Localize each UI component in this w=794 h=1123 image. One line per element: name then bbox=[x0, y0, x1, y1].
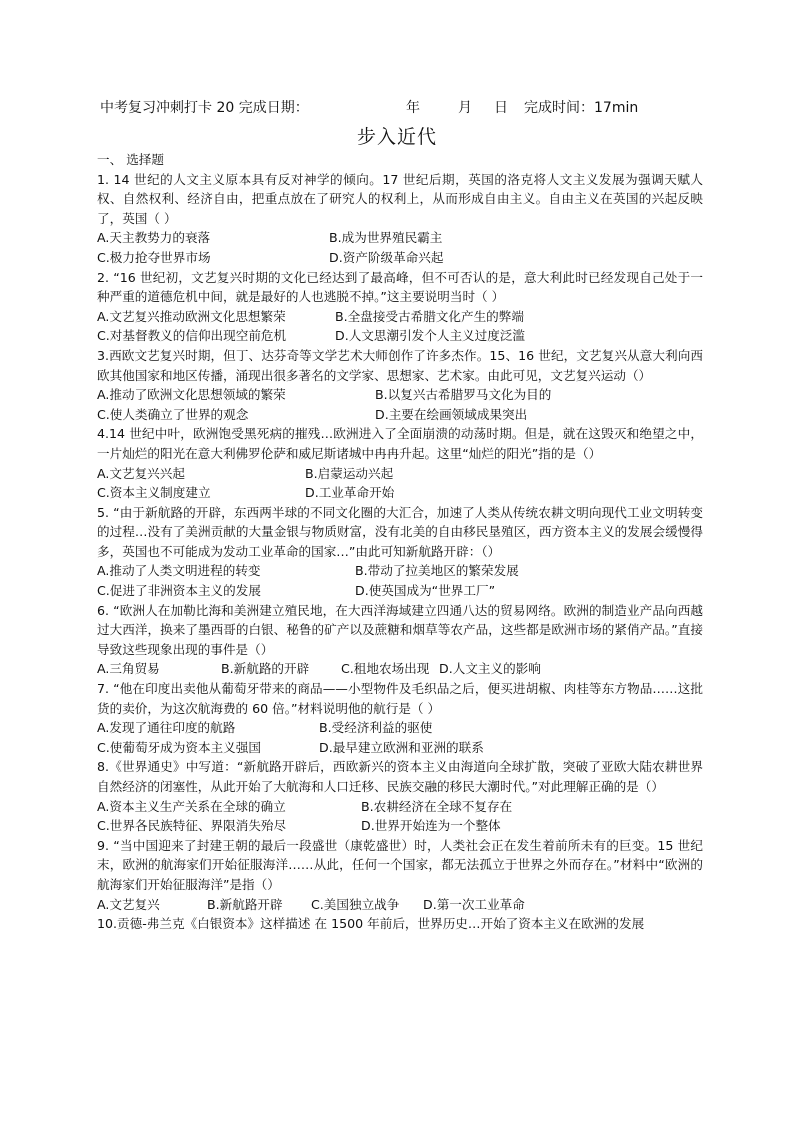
question-7-options-row-1 bbox=[97, 718, 703, 738]
option-d: D.人文主义的影响 bbox=[439, 661, 541, 677]
option-b: B.全盘接受古希腊文化产生的弊端 bbox=[335, 308, 524, 324]
option-c: C.资本主义制度建立 bbox=[97, 485, 211, 501]
option-a: A.文艺复兴 bbox=[97, 896, 160, 912]
question-1-options-row-1 bbox=[97, 228, 703, 248]
question-1-options-row-2 bbox=[97, 248, 703, 268]
option-b: B.带动了拉美地区的繁荣发展 bbox=[355, 563, 519, 579]
option-d: D.资产阶级革命兴起 bbox=[329, 249, 444, 265]
question-10-text: 10.贡德-弗兰克《白银资本》这样描述 在 1500 年前后，世界历史…开始了资本主义在欧洲的发展 bbox=[97, 916, 645, 932]
question-7-options-row-2 bbox=[97, 738, 703, 758]
option-b: B.成为世界殖民霸主 bbox=[329, 230, 443, 246]
question-2-options-row-1 bbox=[97, 307, 703, 327]
option-a: A.三角贸易 bbox=[97, 661, 160, 677]
question-4-options-row-1 bbox=[97, 464, 703, 484]
option-d: D.世界开始连为一个整体 bbox=[361, 818, 501, 834]
section-heading: 一、 选择题 bbox=[97, 152, 164, 167]
header-year: 年 bbox=[406, 100, 420, 116]
question-5-options-row-2 bbox=[97, 581, 703, 601]
question-list bbox=[97, 150, 703, 934]
header-line bbox=[100, 97, 760, 119]
option-c: C.世界各民族特征、界限消失殆尽 bbox=[97, 818, 287, 834]
option-a: A.文艺复兴推动欧洲文化思想繁荣 bbox=[97, 308, 286, 324]
option-b: B.以复兴古希腊罗马文化为目的 bbox=[375, 387, 552, 403]
question-9-options-row bbox=[97, 895, 703, 915]
question-9-text: 9. “当中国迎来了封建王朝的最后一段盛世（康乾盛世）时，人类社会正在发生着前所未有的巨变。15 世纪末，欧洲的航海家们开始征服海洋……从此，任何一个国家，都无法孤立于世界之外而存在。”材料中“欧洲的航海家们开始征服海洋”是指（） bbox=[97, 837, 703, 892]
option-c: C.极力抢夺世界市场 bbox=[97, 249, 211, 265]
question-5-options-row-1 bbox=[97, 561, 703, 581]
option-b: B.农耕经济在全球不复存在 bbox=[361, 798, 513, 814]
option-a: A.推动了欧洲文化思想领域的繁荣 bbox=[97, 387, 286, 403]
option-b: B.启蒙运动兴起 bbox=[305, 465, 394, 481]
option-d: D.主要在绘画领域成果突出 bbox=[375, 406, 528, 422]
question-2-text: 2. “16 世纪初，文艺复兴时期的文化已经达到了最高峰，但不可否认的是，意大利此时已经发现自己处于一种严重的道德危机中间，就是最好的人也逃脱不掉。”这主要说明当时（ ） bbox=[97, 269, 703, 305]
option-a: A.发现了通往印度的航路 bbox=[97, 720, 236, 736]
question-3-options-row-1 bbox=[97, 385, 703, 405]
option-d: D.人文思潮引发个人主义过度泛滥 bbox=[335, 328, 526, 344]
question-3-options-row-2 bbox=[97, 405, 703, 425]
option-c: C.使人类确立了世界的观念 bbox=[97, 406, 249, 422]
header-title: 中考复习冲刺打卡 20 完成日期： bbox=[100, 100, 309, 116]
question-4-text: 4.14 世纪中叶，欧洲饱受黑死病的摧残…欧洲进入了全面崩溃的动荡时期。但是，就在这毁灭和绝望之中，一片灿烂的阳光在意大利佛罗伦萨和威尼斯诸城中冉冉升起。这里“灿烂的阳光”指的是（） bbox=[97, 426, 703, 461]
option-d: D.最早建立欧洲和亚洲的联系 bbox=[319, 739, 484, 755]
option-b: B.新航路的开辟 bbox=[221, 661, 310, 677]
question-6-options-row bbox=[97, 659, 703, 679]
option-a: A.推动了人类文明进程的转变 bbox=[97, 563, 261, 579]
question-2-options-row-2 bbox=[97, 326, 703, 346]
option-c: C.促进了非洲资本主义的发展 bbox=[97, 583, 261, 599]
question-8-options-row-2 bbox=[97, 816, 703, 836]
header-day: 日 bbox=[494, 100, 508, 116]
question-8-options-row-1 bbox=[97, 797, 703, 817]
page-title: 步入近代 bbox=[356, 126, 437, 148]
option-c: C.美国独立战争 bbox=[311, 896, 400, 912]
option-a: A.资本主义生产关系在全球的确立 bbox=[97, 798, 286, 814]
option-a: A.文艺复兴兴起 bbox=[97, 465, 185, 481]
question-4-options-row-2 bbox=[97, 483, 703, 503]
option-d: D.使英国成为“世界工厂” bbox=[355, 583, 496, 599]
option-c: C.对基督教义的信仰出现空前危机 bbox=[97, 328, 287, 344]
header-month: 月 bbox=[458, 100, 472, 116]
option-b: B.受经济利益的驱使 bbox=[319, 720, 433, 736]
option-a: A.天主教势力的衰落 bbox=[97, 230, 211, 246]
question-8-text: 8.《世界通史》中写道：“新航路开辟后，西欧新兴的资本主义由海道向全球扩散，突破了亚欧大陆农耕世界自然经济的闭塞性，从此开始了大航海和人口迁移、民族交融的移民大潮时代。”对此理解正确的是（） bbox=[97, 759, 703, 794]
option-c: C.租地农场出现 bbox=[341, 661, 430, 677]
option-c: C.使葡萄牙成为资本主义强国 bbox=[97, 739, 261, 755]
option-d: D.第一次工业革命 bbox=[423, 896, 525, 912]
question-1-text: 1. 14 世纪的人文主义原本具有反对神学的倾向。17 世纪后期，英国的洛克将人文主义发展为强调天赋人权、自然权利、经济自由，把重点放在了研究人的权利上，从而形成自由主义。自由主义在英国的兴起反映了，英国（ ） bbox=[97, 171, 703, 226]
question-6-text: 6. “欧洲人在加勒比海和美洲建立殖民地，在大西洋海域建立四通八达的贸易网络。欧洲的制造业产品向西越过大西洋，换来了墨西哥的白银、秘鲁的矿产以及蔗糖和烟草等农产品，这些都是欧洲市场的紧俏产品。”直接导致这些现象出现的事件是（） bbox=[97, 602, 703, 657]
option-b: B.新航路开辟 bbox=[207, 896, 283, 912]
option-d: D.工业革命开始 bbox=[305, 485, 395, 501]
question-7-text: 7. “他在印度出卖他从葡萄牙带来的商品——小型物件及毛织品之后，便买进胡椒、肉桂等东方物品……这批货的卖价，为这次航海费的 60 倍。”材料说明他的航行是（ ） bbox=[97, 681, 703, 716]
header-time: 完成时间：17min bbox=[524, 100, 639, 116]
question-3-text: 3.西欧文艺复兴时期，但丁、达芬奇等文学艺术大师创作了许多杰作。15、16 世纪，文艺复兴从意大利向西欧其他国家和地区传播，涌现出很多著名的文学家、思想家、艺术家。由此可见，文艺复兴运动（） bbox=[97, 347, 703, 383]
question-5-text: 5. “由于新航路的开辟，东西两半球的不同文化圈的大汇合，加速了人类从传统农耕文明向现代工业文明转变的过程…没有了美洲贡献的大量金银与物质财富，没有北美的自由移民垦殖区，西方资本主义的发展会缓慢得多，英国也不可能成为发动工业革命的国家…”由此可知新航路开辟：（） bbox=[97, 504, 703, 559]
